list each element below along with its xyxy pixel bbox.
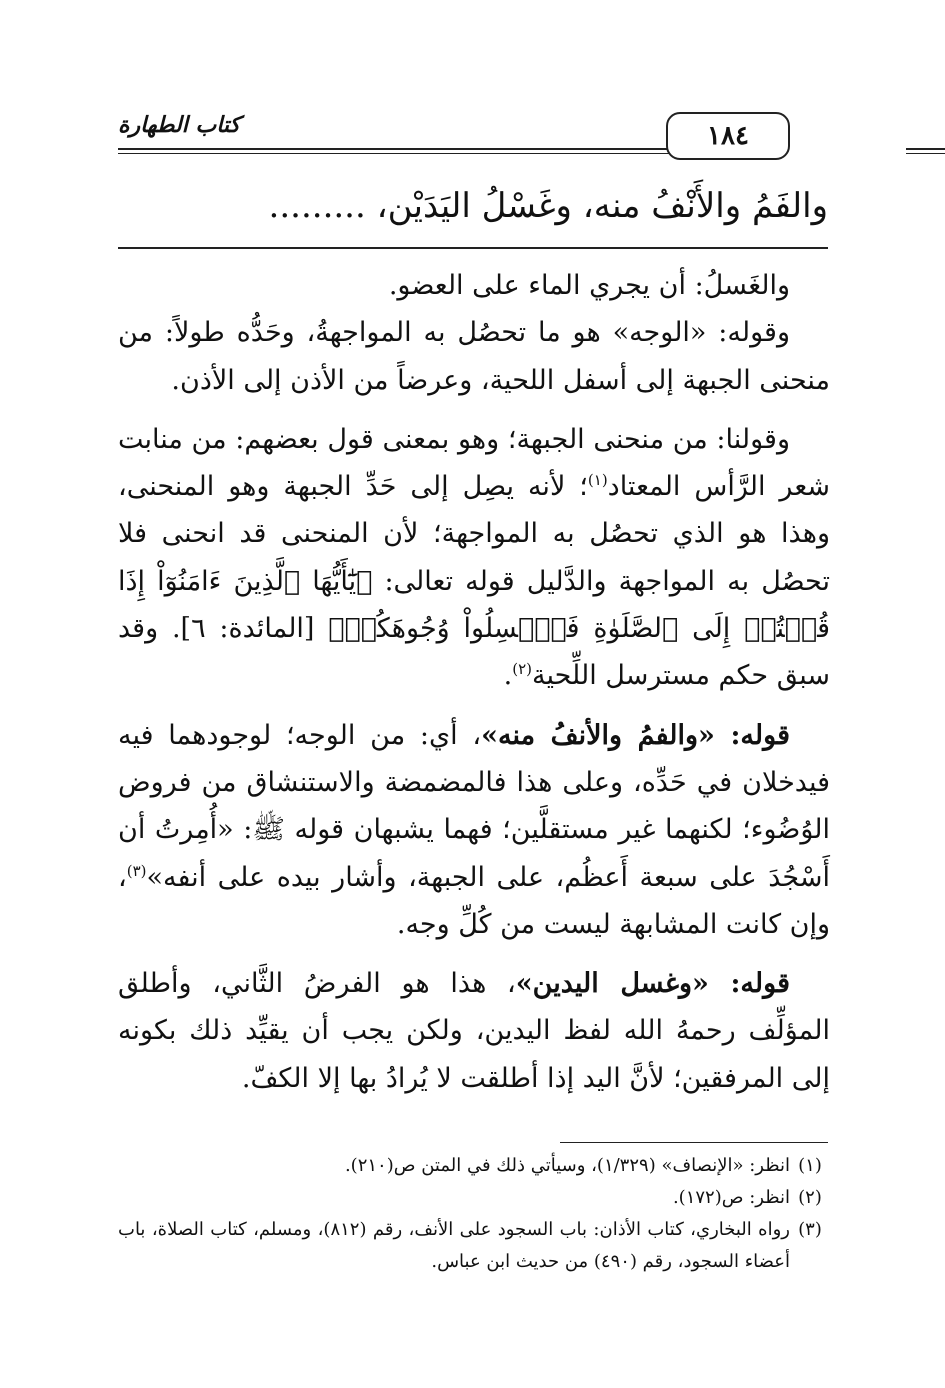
footnote-2 [118,1182,830,1214]
paragraph-3-text-a: وقولنا: من منحنى الجبهة؛ وهو بمعنى قول بعضهم: من منابت شعر الرَّأس المعتاد [118,423,830,503]
footnote-text: انظر: ص(١٧٢). [672,1187,790,1208]
commentary-body [118,262,830,1102]
matn-divider [118,247,828,249]
running-title: كتاب الطهارة [118,112,241,138]
paragraph-1: والغَسلُ: أن يجري الماء على العضو. [388,270,790,301]
matn-text [118,178,828,238]
page-number: ١٨٤ [666,112,790,160]
paragraph-4-text-a: ، أي: من الوجه؛ لوجودهما فيه فيدخلان في حَدِّه، وعلى هذا فالمضمضة والاستنشاق من فروض الوُضُوء؛ لكنهما غير مستقلَّين؛ فهما يشبهان قوله ﷺ: «أُمِرتُ أن أَسْجُدَ على سبعة أَعظُم، على الجبهة، وأشار بيده على أنفه» [118,719,830,893]
header-rule-right-top [906,148,945,150]
paragraph-3-text-c: . [503,660,513,692]
footnote-3 [118,1214,830,1278]
footnote-number: (٣) [798,1219,822,1240]
footnote-number: (١) [798,1155,822,1176]
page-header [118,112,828,172]
footnote-ref-1[interactable]: (١) [587,471,608,490]
header-rule-right-bottom [906,153,945,154]
footnote-text: انظر: «الإنصاف» (١/٣٢٩)، وسيأتي ذلك في المتن ص(٢١٠). [344,1155,790,1176]
footnote-1 [118,1150,830,1182]
paragraph-5 [118,960,830,1102]
footnote-text: رواه البخاري، كتاب الأذان: باب السجود على الأنف، رقم (٨١٢)، ومسلم، كتاب الصلاة، باب أعضاء السجود، رقم (٤٩٠) من حديث ابن عباس. [118,1219,790,1272]
footnotes [118,1150,830,1278]
paragraph-3-text-b: ؛ لأنه يصِل إلى حَدِّ الجبهة وهو المنحنى، وهذا هو الذي تحصُل به المواجهة؛ لأن المنحنى قد انحنى فلا تحصُل به المواجهة والدَّليل قوله تعالى: ﴿يَٰٓأَيُّهَا ٱلَّذِينَ ءَامَنُوٓاْ إِذَا قُمۡتُمۡ إِلَى ٱلصَّلَوٰةِ فَٱغۡسِلُواْ وُجُوهَكُمۡ﴾ [المائدة: ٦]. وقد سبق حكم مسترسل اللِّحية [118,471,830,692]
footnote-ref-2[interactable]: (٢) [512,660,532,679]
paragraph-3 [118,416,830,700]
footnote-divider [560,1142,828,1143]
matn-quote-2: قوله: «وغسل اليدين» [515,968,790,1000]
paragraph-5-text-a: ، هذا هو الفرضُ الثَّاني، وأطلق المؤلِّف رحمهُ الله لفظ اليدين، ولكن يجب أن يقيِّد ذلك بكونه إلى المرفقين؛ لأنَّ اليد إذا أطلقت لا يُرادُ بها إلا الكفّ. [118,968,830,1094]
paragraph-4 [118,712,830,948]
footnote-number: (٢) [798,1187,822,1208]
paragraph-4-text-b: ، وإن كانت المشابهة ليست من كُلِّ وجه. [118,861,830,940]
matn-line: والفَمُ والأَنْفُ منه، وغَسْلُ اليَدَيْن، [365,186,828,226]
matn-dots: ......... [268,186,366,226]
paragraph-2: وقوله: «الوجه» هو ما تحصُل به المواجهةُ، وحَدُّه طولاً: من منحنى الجبهة إلى أسفل اللحية، وعرضاً من الأذن إلى الأذن. [118,317,830,396]
footnote-ref-3[interactable]: (٣) [126,861,147,880]
matn-quote-1: قوله: «والفمُ والأنفُ منه» [481,719,790,751]
